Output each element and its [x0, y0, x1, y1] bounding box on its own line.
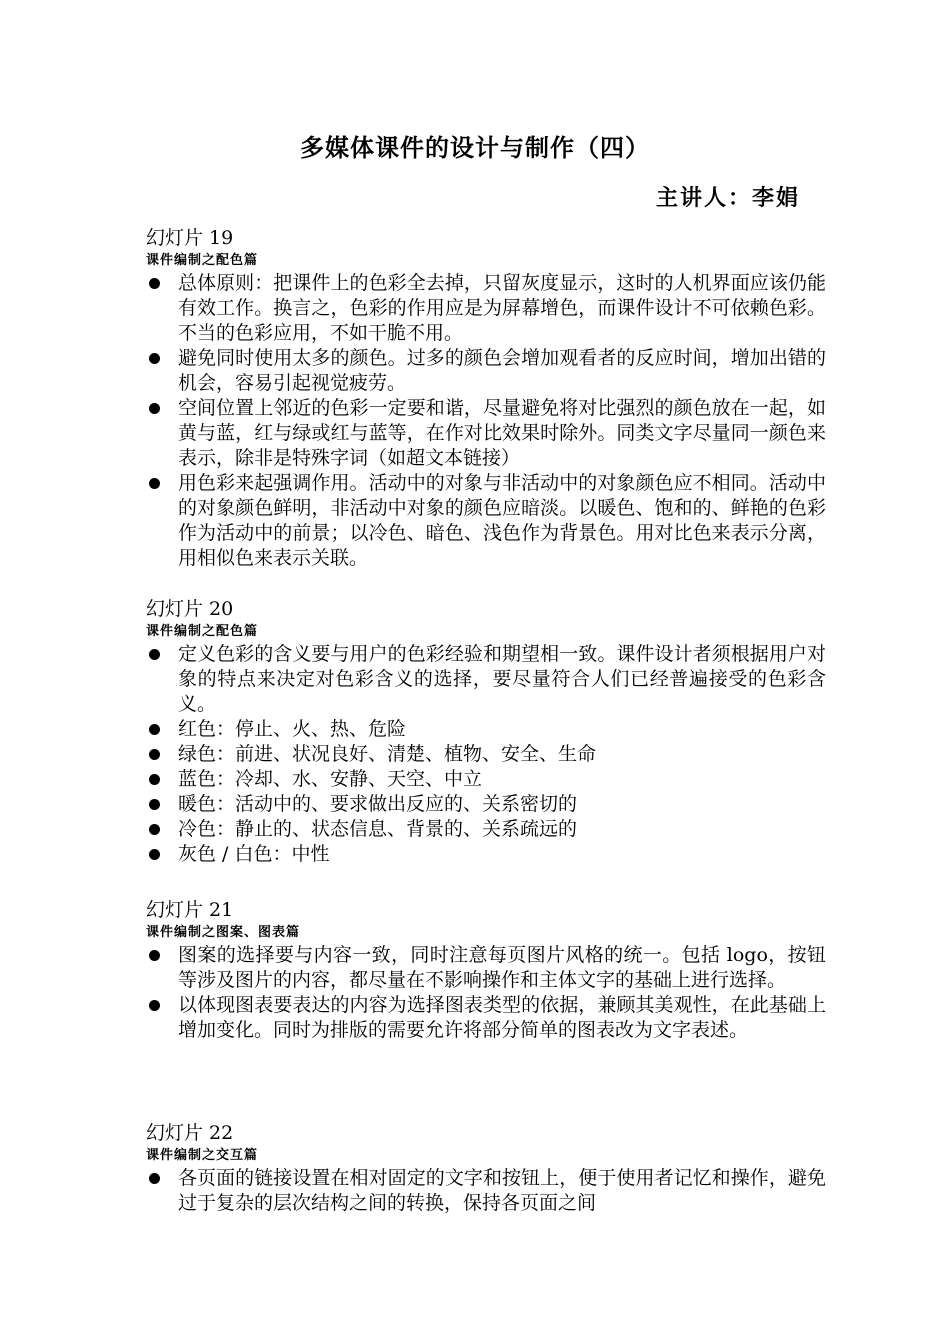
bullet-icon [149, 774, 160, 785]
bullet-icon [149, 849, 160, 860]
list-item [146, 993, 826, 1043]
bullet-icon [149, 403, 160, 414]
list-item-text: 图案的选择要与内容一致，同时注意每页图片风格的统一。包括 logo，按钮等涉及图片的内容，都尽量在不影响操作和主体文字的基础上进行选择。 [178, 944, 826, 991]
slide-label: 幻灯片 19 [146, 227, 234, 249]
list-item [146, 642, 826, 717]
bullet-icon [149, 1000, 160, 1011]
bullet-icon [149, 824, 160, 835]
list-item [146, 1166, 826, 1216]
list-item [146, 817, 826, 842]
list-item-text: 定义色彩的含义要与用户的色彩经验和期望相一致。课件设计者须根据用户对象的特点来决定对色彩含义的选择，要尽量符合人们已经普遍接受的色彩含义。 [178, 643, 826, 715]
list-item-text: 暖色：活动中的、要求做出反应的、关系密切的 [178, 793, 578, 815]
list-item-text: 避免同时使用太多的颜色。过多的颜色会增加观看者的反应时间，增加出错的机会，容易引起视觉疲劳。 [178, 347, 826, 394]
bullet-icon [149, 278, 160, 289]
list-item [146, 792, 826, 817]
list-item-text: 以体现图表要表达的内容为选择图表类型的依据，兼顾其美观性，在此基础上增加变化。同时为排版的需要允许将部分简单的图表改为文字表述。 [178, 994, 826, 1041]
list-item [146, 346, 826, 396]
list-item [146, 742, 826, 767]
list-item-text: 空间位置上邻近的色彩一定要和谐，尽量避免将对比强烈的颜色放在一起，如黄与蓝，红与绿或红与蓝等，在作对比效果时除外。同类文字尽量同一颜色来表示，除非是特殊字词（如超文本链接） [178, 397, 826, 469]
list-item-text: 各页面的链接设置在相对固定的文字和按钮上，便于使用者记忆和操作，避免过于复杂的层次结构之间的转换，保持各页面之间 [178, 1167, 826, 1214]
author-line: 主讲人：李娟 [655, 185, 800, 211]
bullet-icon [149, 724, 160, 735]
bullet-list [146, 1166, 826, 1216]
bullet-icon [149, 649, 160, 660]
bullet-icon [149, 950, 160, 961]
list-item [146, 396, 826, 471]
bullet-icon [149, 478, 160, 489]
slide-section-21 [146, 897, 826, 1043]
bullet-icon [149, 353, 160, 364]
bullet-list [146, 642, 826, 867]
document-title: 多媒体课件的设计与制作（四） [300, 134, 650, 162]
list-item [146, 842, 826, 867]
slide-label: 幻灯片 22 [146, 1122, 234, 1144]
bullet-list [146, 943, 826, 1043]
list-item-text: 用色彩来起强调作用。活动中的对象与非活动中的对象颜色应不相同。活动中的对象颜色鲜明，非活动中对象的颜色应暗淡。以暖色、饱和的、鲜艳的色彩作为活动中的前景；以冷色、暗色、浅色作为背景色。用对比色来表示分离，用相似色来表示关联。 [178, 472, 826, 569]
list-item-text: 红色：停止、火、热、危险 [178, 718, 407, 740]
bullet-list [146, 271, 826, 571]
list-item-text: 蓝色：冷却、水、安静、天空、中立 [178, 768, 483, 790]
slide-section-20 [146, 596, 826, 867]
list-item [146, 271, 826, 346]
section-heading: 课件编制之配色篇 [146, 624, 259, 639]
list-item-text: 灰色 / 白色：中性 [178, 843, 330, 865]
slide-label: 幻灯片 20 [146, 598, 234, 620]
section-heading: 课件编制之图案、图表篇 [146, 925, 301, 940]
list-item [146, 943, 826, 993]
slide-section-19 [146, 225, 826, 571]
bullet-icon [149, 799, 160, 810]
slide-section-22 [146, 1120, 826, 1216]
list-item [146, 717, 826, 742]
section-heading: 课件编制之配色篇 [146, 253, 259, 268]
bullet-icon [149, 749, 160, 760]
list-item [146, 471, 826, 571]
list-item-text: 冷色：静止的、状态信息、背景的、关系疏远的 [178, 818, 578, 840]
list-item-text: 总体原则：把课件上的色彩全去掉，只留灰度显示，这时的人机界面应该仍能有效工作。换言之，色彩的作用应是为屏幕增色，而课件设计不可依赖色彩。不当的色彩应用，不如干脆不用。 [178, 272, 826, 344]
slide-label: 幻灯片 21 [146, 899, 234, 921]
bullet-icon [149, 1173, 160, 1184]
list-item-text: 绿色：前进、状况良好、清楚、植物、安全、生命 [178, 743, 597, 765]
section-heading: 课件编制之交互篇 [146, 1148, 259, 1163]
list-item [146, 767, 826, 792]
